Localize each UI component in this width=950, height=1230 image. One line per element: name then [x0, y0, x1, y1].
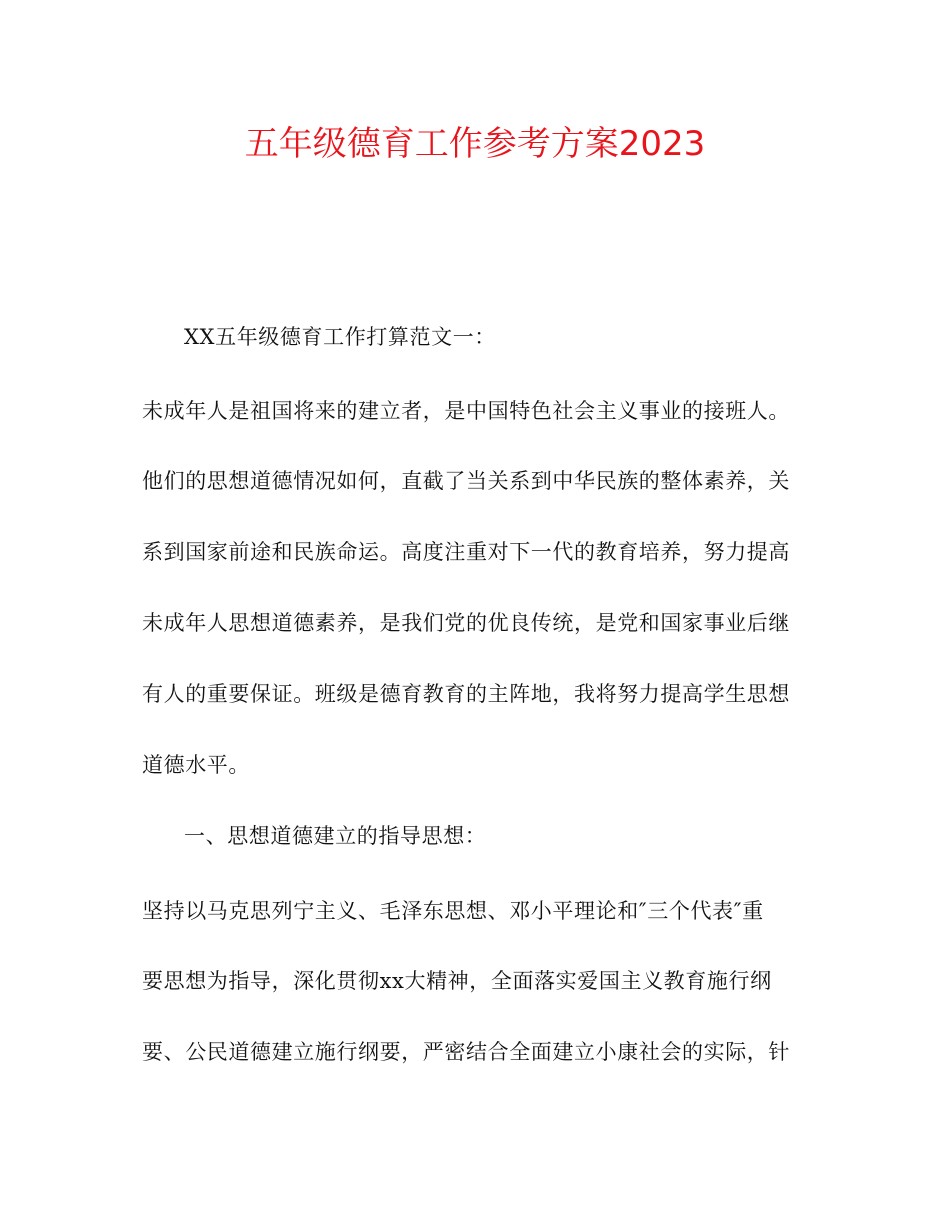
paragraph-line-1: 未成年人是祖国将来的建立者，是中国特色社会主义事业的接班人。 — [142, 399, 790, 423]
paragraph-line-4: 未成年人思想道德素养，是我们党的优良传统，是党和国家事业后继 — [142, 611, 790, 635]
paragraph-line-6: 道德水平。 — [142, 753, 250, 777]
section-heading-intro: XX五年级德育工作打算范文一： — [184, 325, 496, 349]
paragraph-line-9: 要、公民道德建立施行纲要，严密结合全面建立小康社会的实际，针 — [142, 1040, 790, 1064]
section-heading-1: 一、思想道德建立的指导思想： — [184, 824, 487, 848]
paragraph-line-7: 坚持以马克思列宁主义、毛泽东思想、邓小平理论和″三个代表″重 — [142, 899, 764, 923]
paragraph-line-5: 有人的重要保证。班级是德育教育的主阵地，我将努力提高学生思想 — [142, 682, 790, 706]
paragraph-line-3: 系到国家前途和民族命运。高度注重对下一代的教育培养，努力提高 — [142, 540, 790, 564]
document-title: 五年级德育工作参考方案2023 — [244, 124, 706, 164]
paragraph-line-8: 要思想为指导，深化贯彻xx大精神，全面落实爱国主义教育施行纲 — [142, 969, 772, 993]
paragraph-line-2: 他们的思想道德情况如何，直截了当关系到中华民族的整体素养，关 — [142, 469, 790, 493]
